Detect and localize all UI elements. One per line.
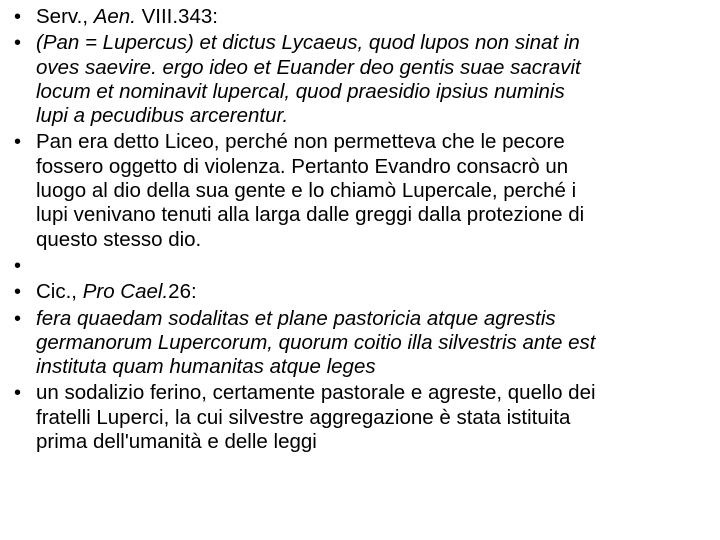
bullet-marker: • — [14, 131, 22, 154]
bullet-item-serv-citation — [14, 5, 718, 29]
bullet-item-empty — [14, 254, 718, 278]
bullet-list — [14, 5, 718, 456]
text-line: germanorum Lupercorum, quorum coitio illa silvestris ante est — [36, 330, 596, 354]
citation-work: Pro Cael. — [82, 280, 169, 304]
text-line: Pan era detto Liceo, perché non permetteva che le pecore — [36, 130, 565, 154]
bullet-item-italian-serv — [14, 130, 718, 251]
bullet-marker: • — [14, 32, 22, 55]
citation-locus: VIII.343: — [135, 5, 218, 28]
citation-author: Cic., — [36, 280, 83, 304]
text-line: questo stesso dio. — [36, 227, 202, 251]
bullet-marker: • — [14, 254, 22, 277]
text-line: fera quaedam sodalitas et plane pastoricia atque agrestis — [36, 306, 556, 330]
bullet-marker: • — [14, 281, 22, 304]
text-line — [36, 254, 718, 278]
bullet-item-cic-citation — [14, 280, 718, 304]
text-line: un sodalizio ferino, certamente pastorale e agreste, quello dei — [36, 381, 596, 405]
text-line: luogo al dio della sua gente e lo chiamò Lupercale, perché i — [36, 179, 577, 203]
text-line: fossero oggetto di violenza. Pertanto Evandro consacrò un — [36, 154, 569, 178]
text-line: instituta quam humanitas atque leges — [36, 355, 376, 379]
text-line: (Pan = Lupercus) et dictus Lycaeus, quod lupos non sinat in — [36, 31, 580, 55]
text-line: fratelli Luperci, la cui silvestre aggregazione è stata istituita — [36, 405, 571, 429]
citation-work: Aen. — [93, 5, 136, 28]
bullet-marker: • — [14, 382, 22, 405]
citation-locus: 26: — [168, 280, 197, 304]
text-line: lupi a pecudibus arcerentur. — [36, 104, 289, 128]
bullet-item-italian-cic — [14, 381, 718, 454]
text-line: prima dell'umanità e delle leggi — [36, 430, 317, 454]
text-line: lupi venivano tenuti alla larga dalle greggi dalla protezione di — [36, 203, 585, 227]
bullet-marker: • — [14, 6, 22, 28]
bullet-item-latin-serv — [14, 31, 718, 128]
bullet-marker: • — [14, 307, 22, 330]
bullet-item-latin-cic — [14, 307, 718, 380]
text-line: locum et nominavit lupercal, quod praesidio ipsius numinis — [36, 79, 565, 103]
text-line: oves saevire. ergo ideo et Euander deo gentis suae sacravit — [36, 55, 581, 79]
citation-author: Serv., — [36, 5, 94, 28]
